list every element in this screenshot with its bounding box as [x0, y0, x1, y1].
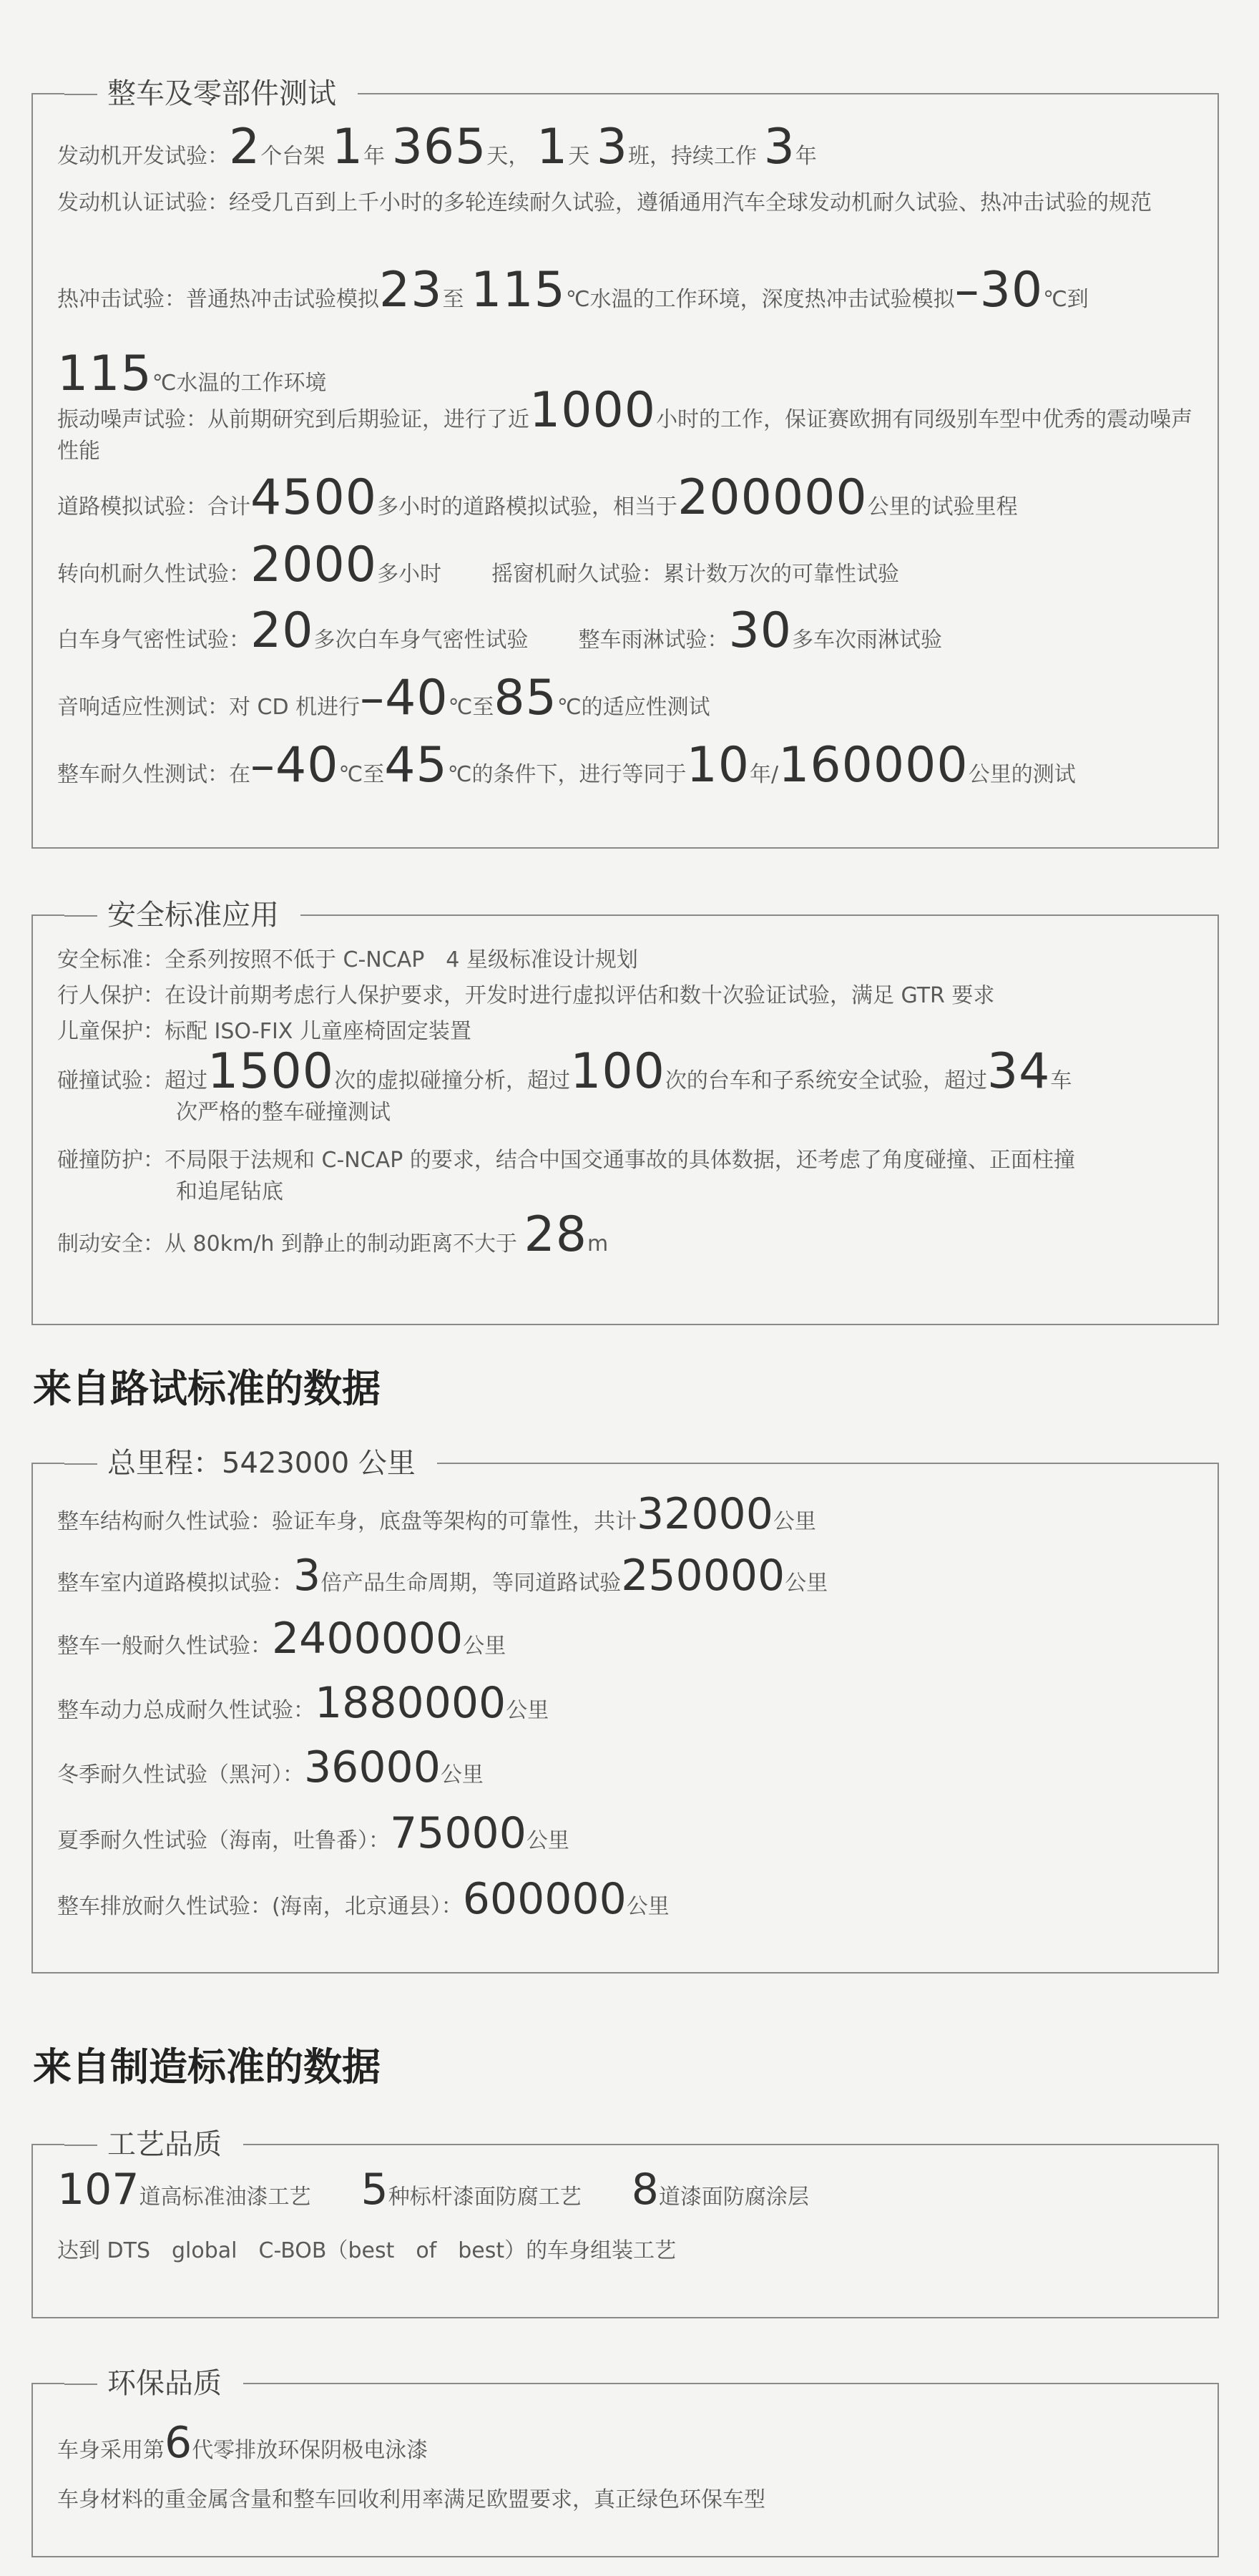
section-title: 总里程：5423000 公里: [64, 1445, 437, 1481]
durability-line: 整车耐久性测试：在–40℃至45℃的条件下，进行等同于10年/160000公里的测试: [57, 737, 1076, 794]
crash-line: 碰撞试验：超过1500次的虚拟碰撞分析，超过100次的台车和子系统安全试验，超过34车 次严格的整车碰撞测试: [57, 1043, 1072, 1125]
airtight-line: 白车身气密性试验：20多次白车身气密性试验 整车雨淋试验：30多车次雨淋试验: [57, 602, 943, 659]
dts-line: 达到 DTS global C-BOB（best of best）的车身组装工艺: [57, 2238, 677, 2263]
safety-standard-line: 安全标准：全系列按照不低于 C-NCAP 4 星级标准设计规划: [57, 947, 638, 972]
engine-cert-line: 发动机认证试验：经受几百到上千小时的多轮连续耐久试验，遵循通用汽车全球发动机耐久试验、热冲击试验的规范: [57, 190, 1152, 215]
engine-dev-line: 发动机开发试验：2个台架 1年 365天， 1天 3班，持续工作 3年: [57, 119, 817, 175]
child-line: 儿童保护：标配 ISO-FIX 儿童座椅固定装置: [57, 1019, 471, 1044]
pedestrian-line: 行人保护：在设计前期考虑行人保护要求，开发时进行虚拟评估和数十次验证试验，满足 GTR 要求: [57, 983, 995, 1008]
section-road-tests: [31, 1447, 1219, 1974]
nvh-line: 振动噪声试验：从前期研究到后期验证，进行了近1000小时的工作，保证赛欧拥有同级别车型中优秀的震动噪声性能: [57, 382, 1193, 464]
section-eco-quality: [31, 2367, 1219, 2557]
section-safety: [31, 899, 1219, 1325]
brake-line: 制动安全：从 80km/h 到静止的制动距离不大于 28m: [57, 1206, 609, 1263]
section-title: 整车及零部件测试: [64, 76, 358, 112]
section-vehicle-tests: [31, 77, 1219, 849]
craft-line: 107道高标准油漆工艺 5种标杆漆面防腐工艺 8道漆面防腐涂层: [57, 2165, 809, 2215]
paint-line: 车身采用第6代零排放环保阴极电泳漆: [57, 2418, 428, 2468]
road-row: 整车结构耐久性试验：验证车身，底盘等架构的可靠性，共计32000公里: [57, 1489, 816, 1539]
road-row: 整车室内道路模拟试验：3倍产品生命周期，等同道路试验250000公里: [57, 1551, 828, 1601]
audio-line: 音响适应性测试：对 CD 机进行–40℃至85℃的适应性测试: [57, 670, 710, 726]
steering-line: 转向机耐久性试验：2000多小时 摇窗机耐久试验：累计数万次的可靠性试验: [57, 537, 900, 593]
section-craft-quality: [31, 2128, 1219, 2318]
thermal-shock-line: 热冲击试验：普通热冲击试验模拟23至 115℃水温的工作环境，深度热冲击试验模拟–30℃到 115℃水温的工作环境: [57, 262, 1089, 402]
road-sim-line: 道路模拟试验：合计4500多小时的道路模拟试验，相当于200000公里的试验里程: [57, 469, 1018, 526]
material-line: 车身材料的重金属含量和整车回收利用率满足欧盟要求，真正绿色环保车型: [57, 2487, 765, 2512]
section-title: 工艺品质: [64, 2127, 243, 2162]
protection-line: 碰撞防护：不局限于法规和 C-NCAP 的要求，结合中国交通事故的具体数据，还考虑了角度碰撞、正面柱撞 和追尾钻底: [57, 1148, 1075, 1204]
section-title: 安全标准应用: [64, 897, 300, 933]
road-row: 整车一般耐久性试验：2400000公里: [57, 1614, 506, 1664]
road-row: 冬季耐久性试验（黑河）：36000公里: [57, 1742, 484, 1792]
section-title: 环保品质: [64, 2366, 243, 2401]
road-test-heading: 来自路试标准的数据: [33, 1366, 381, 1411]
road-row: 夏季耐久性试验（海南，吐鲁番）：75000公里: [57, 1808, 569, 1858]
road-row: 整车排放耐久性试验：(海南，北京通县）：600000公里: [57, 1874, 670, 1924]
manufacturing-heading: 来自制造标准的数据: [33, 2044, 381, 2089]
road-row: 整车动力总成耐久性试验：1880000公里: [57, 1678, 549, 1728]
